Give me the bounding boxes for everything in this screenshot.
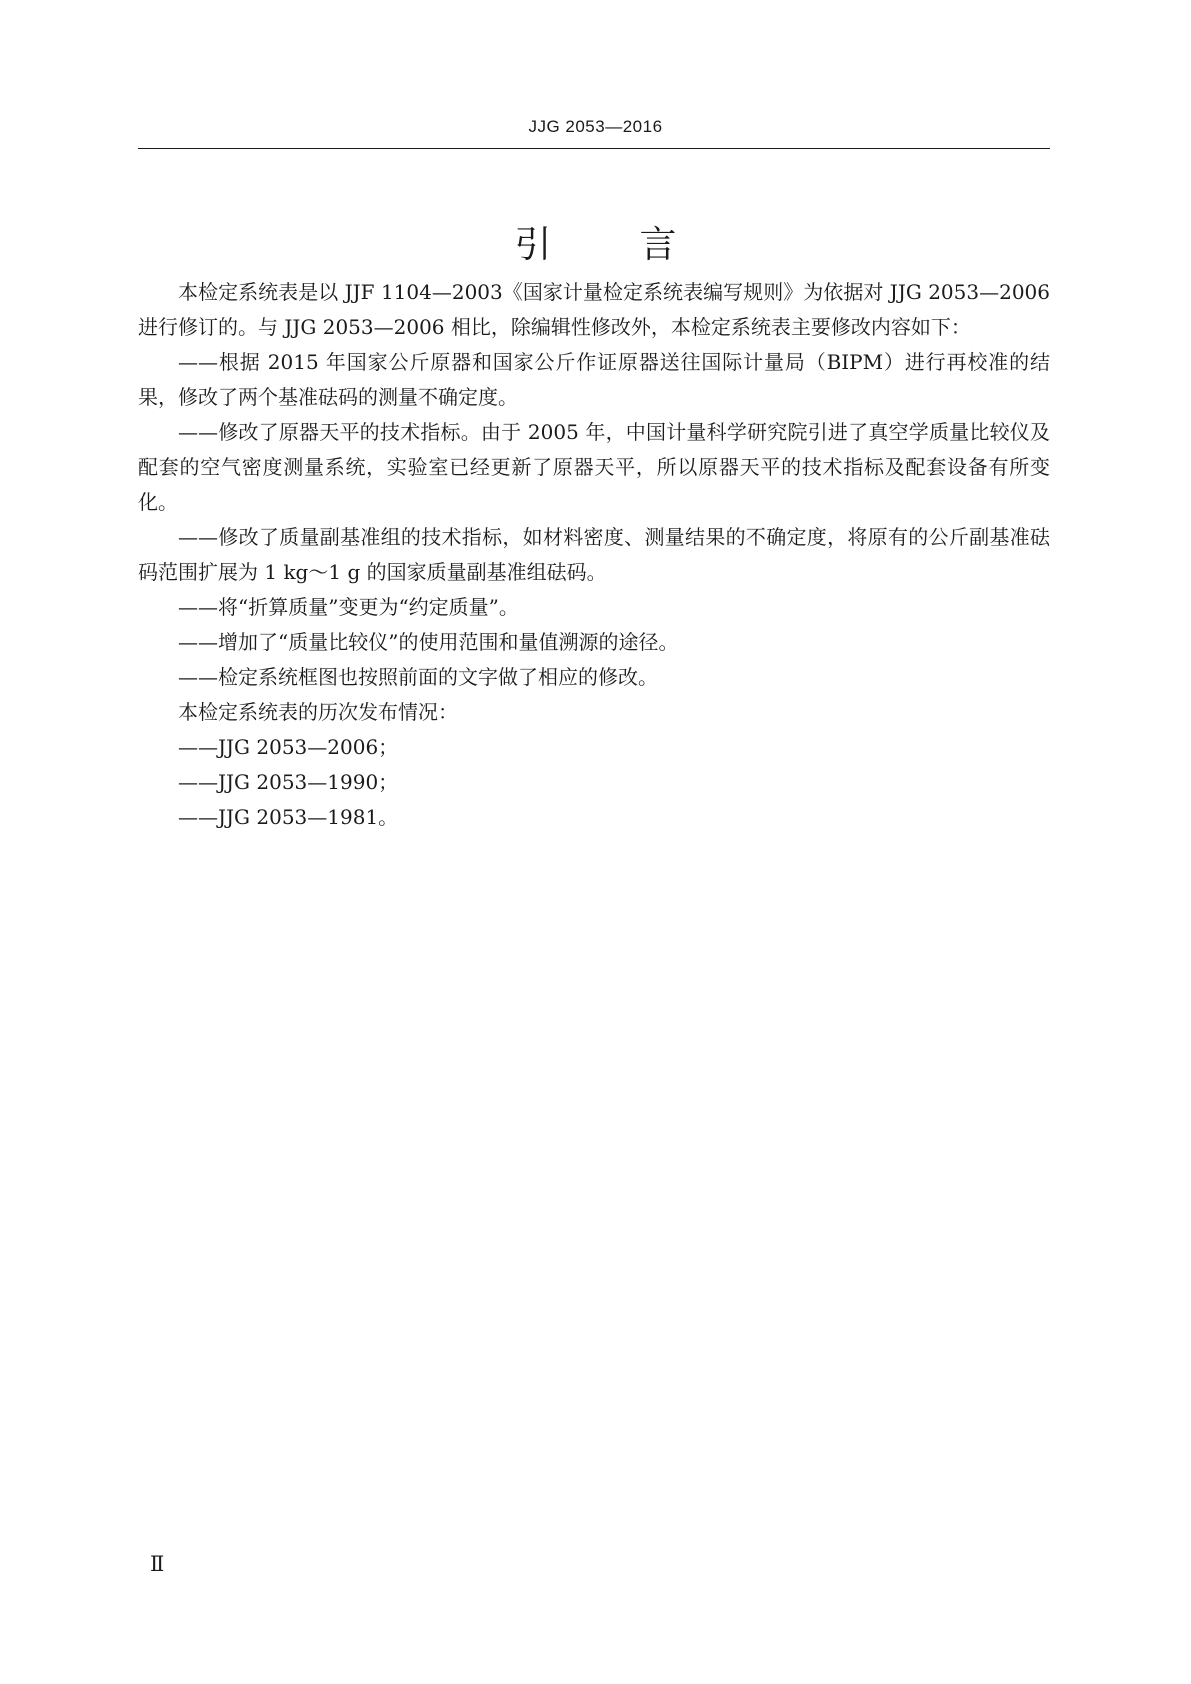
paragraph-intro: 本检定系统表是以 JJF 1104—2003《国家计量检定系统表编写规则》为依据对 JJG 2053—2006 进行修订的。与 JJG 2053—2006 相比，除编辑性修改外，本检定系统表主要修改内容如下： bbox=[138, 280, 1050, 339]
header-rule bbox=[138, 148, 1050, 149]
change-item-balance: ——修改了原器天平的技术指标。由于 2005 年，中国计量科学研究院引进了真空学质量比较仪及配套的空气密度测量系统，实验室已经更新了原器天平，所以原器天平的技术指标及配套设备有所变化。 bbox=[138, 420, 1050, 514]
change-item-secondary-standard: ——修改了质量副基准组的技术指标，如材料密度、测量结果的不确定度，将原有的公斤副基准砝码范围扩展为 1 kg～1 g 的国家质量副基准组砝码。 bbox=[138, 525, 1050, 584]
history-heading: 本检定系统表的历次发布情况： bbox=[178, 700, 458, 724]
history-item: ——JJG 2053—1990； bbox=[178, 770, 399, 794]
body-text bbox=[138, 275, 1050, 835]
page-title: 引言 bbox=[514, 222, 765, 266]
change-item-conventional-mass: ——将“折算质量”变更为“约定质量”。 bbox=[178, 595, 519, 619]
change-item-diagram: ——检定系统框图也按照前面的文字做了相应的修改。 bbox=[178, 665, 658, 689]
change-item-comparator: ——增加了“质量比较仪”的使用范围和量值溯源的途径。 bbox=[178, 630, 679, 654]
history-item: ——JJG 2053—2006； bbox=[178, 735, 399, 759]
change-item-bipm: ——根据 2015 年国家公斤原器和国家公斤作证原器送往国际计量局（BIPM）进行再校准的结果，修改了两个基准砝码的测量不确定度。 bbox=[138, 350, 1050, 409]
history-item: ——JJG 2053—1981。 bbox=[178, 805, 399, 829]
page-number: Ⅱ bbox=[150, 1552, 165, 1576]
running-header: JJG 2053—2016 bbox=[528, 117, 663, 136]
